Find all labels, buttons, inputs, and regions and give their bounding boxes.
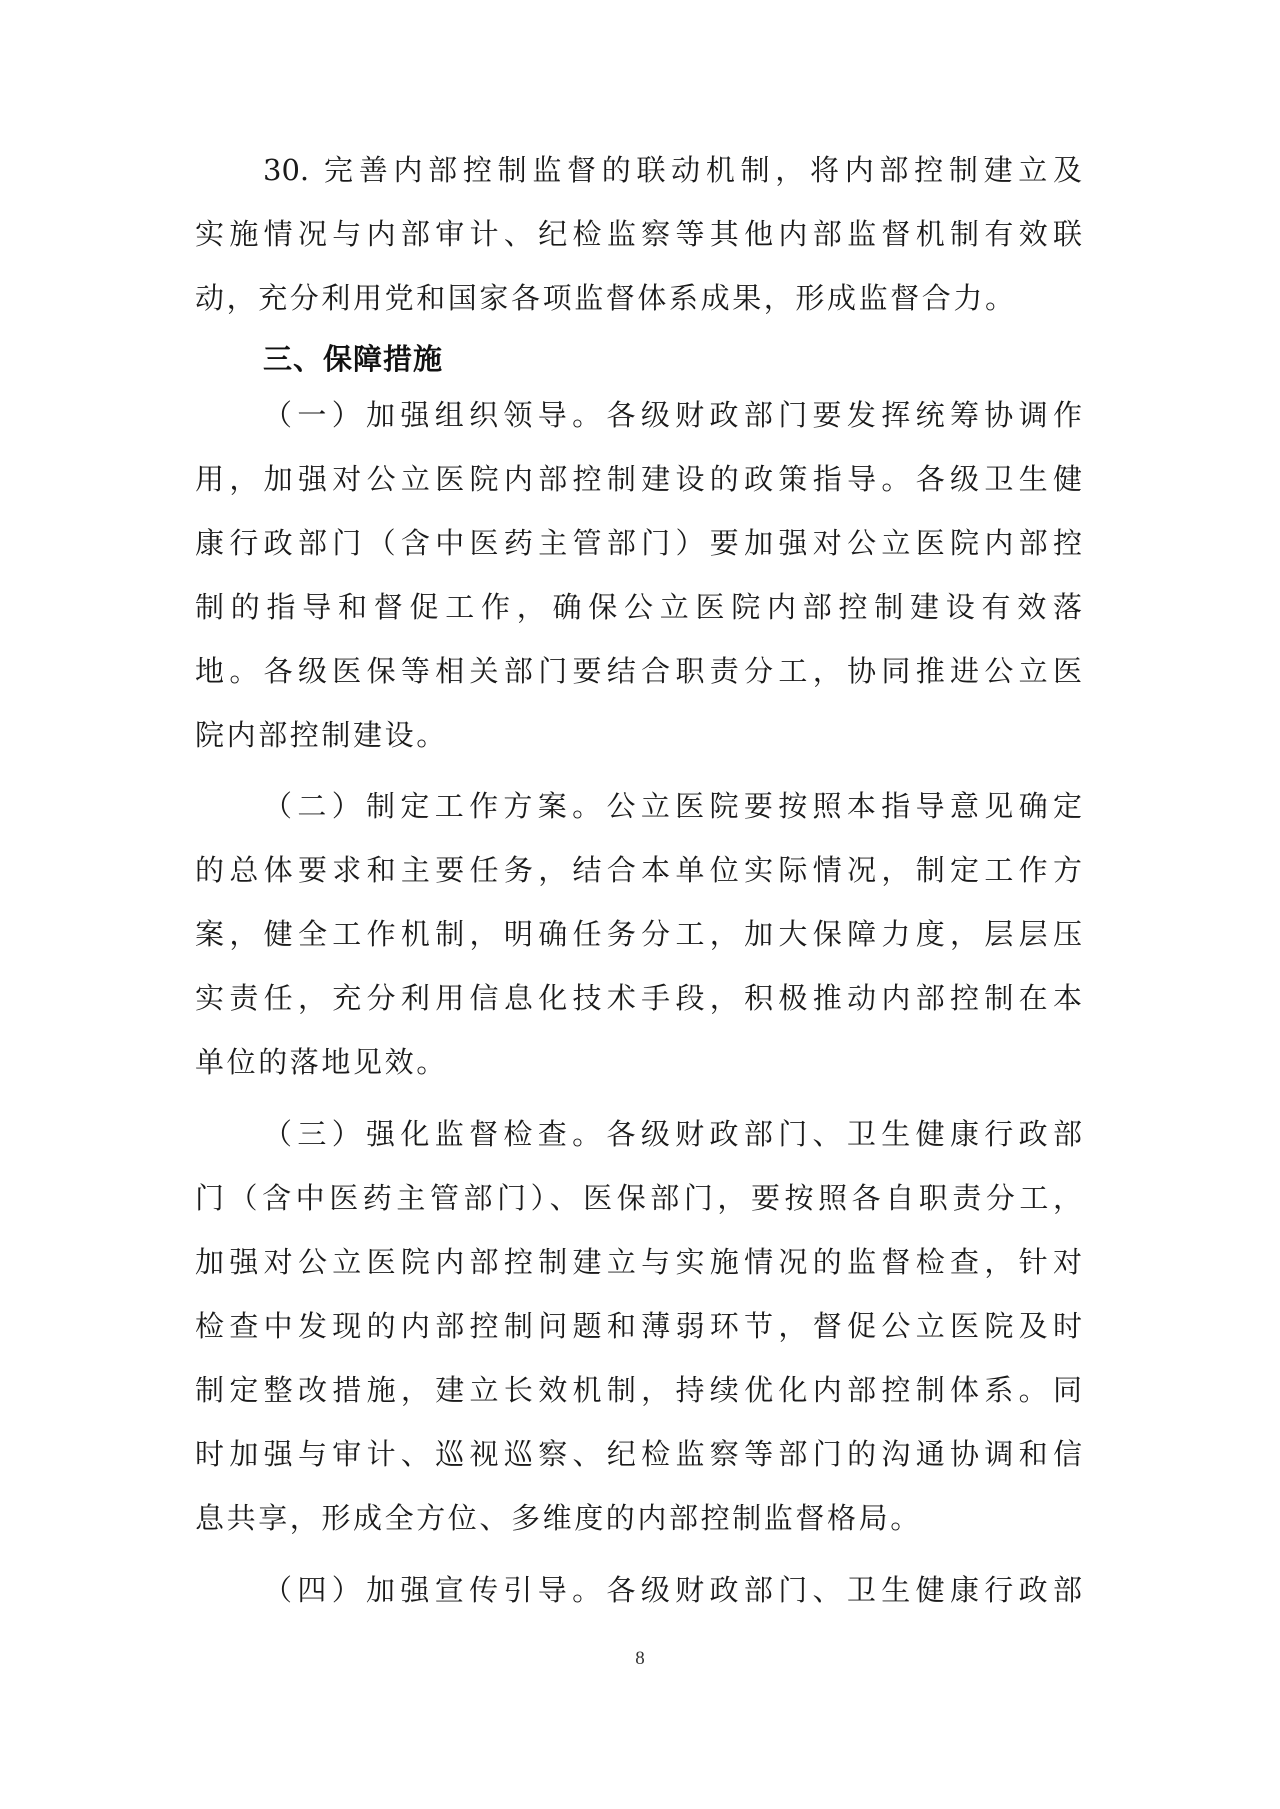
subsection-1-line-6: 院内部控制建设。 xyxy=(195,718,448,752)
subsection-1-line-2: 用，加强对公立医院内部控制建设的政策指导。各级卫生健 xyxy=(195,462,1082,496)
subsection-1-line-4: 制的指导和督促工作，确保公立医院内部控制建设有效落 xyxy=(195,590,1082,624)
subsection-3-line-4: 检查中发现的内部控制问题和薄弱环节，督促公立医院及时 xyxy=(195,1309,1082,1343)
subsection-3-line-2: 门（含中医药主管部门）、医保部门，要按照各自职责分工， xyxy=(195,1181,1082,1215)
item-30-line-2: 实施情况与内部审计、纪检监察等其他内部监督机制有效联 xyxy=(195,217,1082,251)
subsection-3-line-5: 制定整改措施，建立长效机制，持续优化内部控制体系。同 xyxy=(195,1373,1082,1407)
item-30-line-3: 动，充分利用党和国家各项监督体系成果，形成监督合力。 xyxy=(195,281,1017,315)
subsection-2-line-3: 案，健全工作机制，明确任务分工，加大保障力度，层层压 xyxy=(195,917,1082,951)
subsection-2-line-2: 的总体要求和主要任务，结合本单位实际情况，制定工作方 xyxy=(195,853,1082,887)
subsection-2-line-5: 单位的落地见效。 xyxy=(195,1045,448,1079)
subsection-1-line-3: 康行政部门（含中医药主管部门）要加强对公立医院内部控 xyxy=(195,526,1082,560)
subsection-4-line-1: （四）加强宣传引导。各级财政部门、卫生健康行政部 xyxy=(263,1573,1082,1607)
subsection-2-line-1: （二）制定工作方案。公立医院要按照本指导意见确定 xyxy=(263,789,1082,823)
item-30-line-1: 30. 完善内部控制监督的联动机制，将内部控制建立及 xyxy=(263,153,1082,187)
subsection-3-line-6: 时加强与审计、巡视巡察、纪检监察等部门的沟通协调和信 xyxy=(195,1437,1082,1471)
subsection-1-line-1: （一）加强组织领导。各级财政部门要发挥统筹协调作 xyxy=(263,398,1082,432)
subsection-1-line-5: 地。各级医保等相关部门要结合职责分工，协同推进公立医 xyxy=(195,654,1082,688)
section-heading: 三、保障措施 xyxy=(263,342,444,376)
subsection-3-line-1: （三）强化监督检查。各级财政部门、卫生健康行政部 xyxy=(263,1117,1082,1151)
subsection-3-line-3: 加强对公立医院内部控制建立与实施情况的监督检查，针对 xyxy=(195,1245,1082,1279)
page-number: 8 xyxy=(635,1648,645,1669)
subsection-2-line-4: 实责任，充分利用信息化技术手段，积极推动内部控制在本 xyxy=(195,981,1082,1015)
subsection-3-line-7: 息共享，形成全方位、多维度的内部控制监督格局。 xyxy=(195,1501,922,1535)
